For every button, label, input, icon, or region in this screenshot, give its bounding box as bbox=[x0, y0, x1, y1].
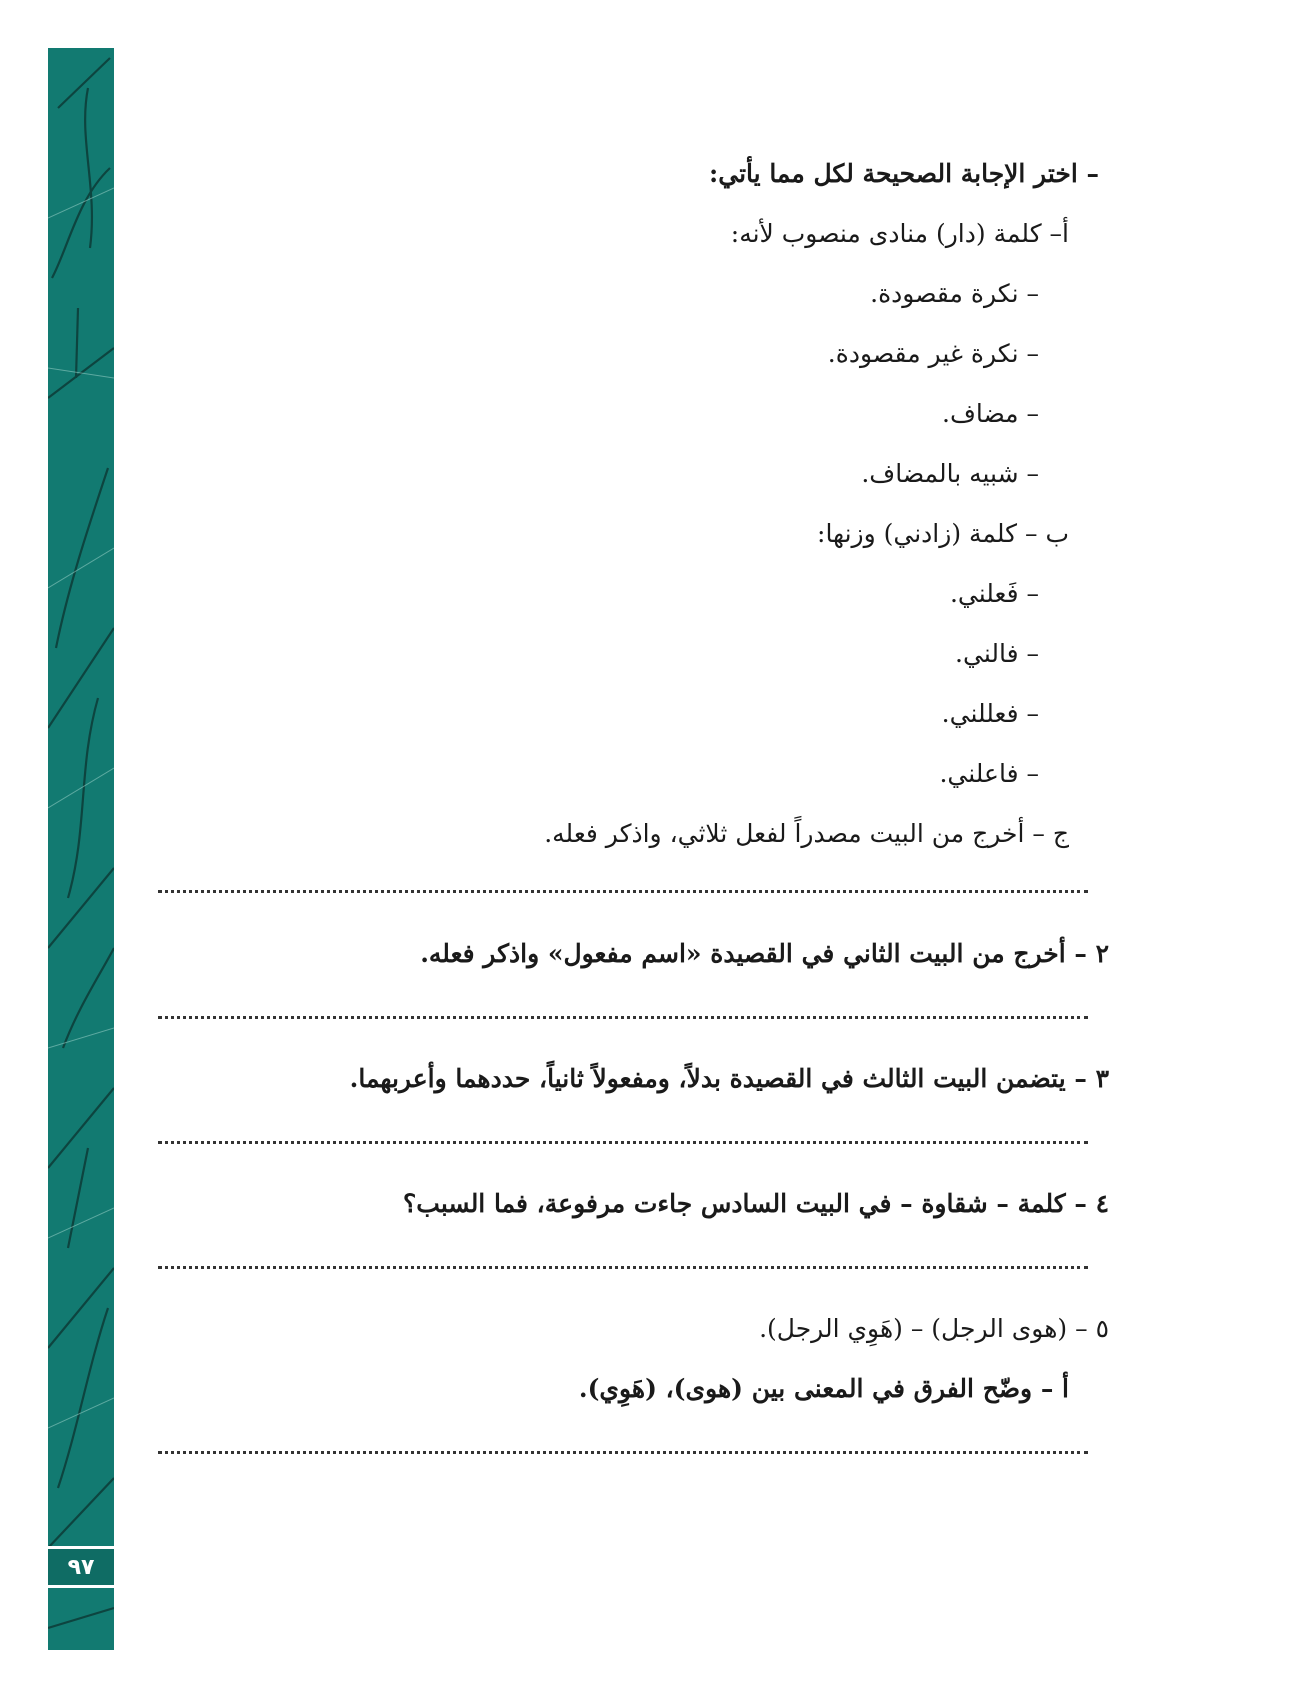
part-b-question: ب – كلمة (زادني) وزنها: bbox=[817, 519, 1069, 548]
question-4: ٤ – كلمة – شقاوة – في البيت السادس جاءت مرفوعة، فما السبب؟ bbox=[403, 1189, 1109, 1218]
page-number: ٩٧ bbox=[48, 1546, 114, 1588]
answer-line-2 bbox=[158, 1016, 1088, 1019]
answer-line-4 bbox=[158, 1266, 1088, 1269]
part-b-option-4: – فاعلني. bbox=[939, 759, 1039, 788]
part-b-option-1: – فَعلني. bbox=[949, 579, 1039, 608]
question-5-part-a: أ – وضّح الفرق في المعنى بين (هوى)، (هَوِي). bbox=[578, 1374, 1069, 1403]
part-a-option-4: – شبيه بالمضاف. bbox=[861, 459, 1039, 488]
decorative-side-band bbox=[48, 48, 114, 1650]
part-b-option-2: – فالني. bbox=[955, 639, 1039, 668]
answer-line-1 bbox=[158, 890, 1088, 893]
part-c-question: ج – أخرج من البيت مصدراً لفعل ثلاثي، واذكر فعله. bbox=[544, 819, 1069, 848]
part-a-question: أ– كلمة (دار) منادى منصوب لأنه: bbox=[730, 219, 1069, 248]
instruction-heading: – اختر الإجابة الصحيحة لكل مما يأتي: bbox=[709, 159, 1099, 188]
part-a-option-2: – نكرة غير مقصودة. bbox=[827, 339, 1039, 368]
part-b-option-3: – فعللني. bbox=[941, 699, 1039, 728]
answer-line-3 bbox=[158, 1141, 1088, 1144]
question-5-title: ٥ – (هوى الرجل) – (هَوِي الرجل). bbox=[759, 1314, 1109, 1343]
question-3: ٣ – يتضمن البيت الثالث في القصيدة بدلاً، ومفعولاً ثانياً، حددهما وأعربهما. bbox=[349, 1064, 1109, 1093]
part-a-option-3: – مضاف. bbox=[942, 399, 1039, 428]
part-a-option-1: – نكرة مقصودة. bbox=[870, 279, 1039, 308]
question-2: ٢ – أخرج من البيت الثاني في القصيدة «اسم مفعول» واذكر فعله. bbox=[420, 939, 1109, 968]
answer-line-5 bbox=[158, 1451, 1088, 1454]
